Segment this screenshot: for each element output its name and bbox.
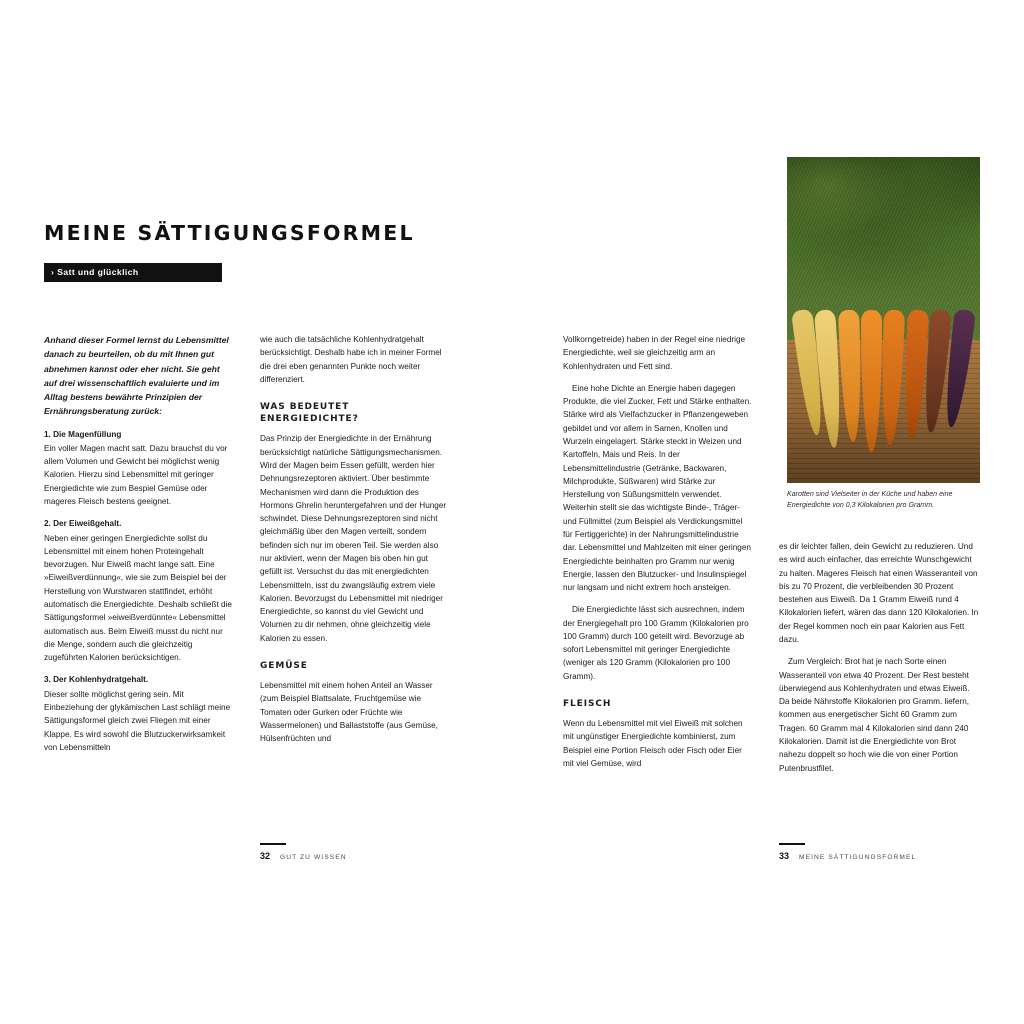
subheading-eiweissgehalt: 2. Der Eiweißgehalt. <box>44 519 122 529</box>
subtitle-label: Satt und glücklich <box>57 266 139 277</box>
folio-rule <box>260 843 286 845</box>
subheading-kohlenhydratgehalt: 3. Der Kohlenhydratgehalt. <box>44 675 149 685</box>
folio-left <box>260 843 347 861</box>
page-title: MEINE SÄTTIGUNGSFORMEL <box>44 221 415 245</box>
paragraph: Wenn du Lebensmittel mit viel Eiweiß mit solchen mit ungünstiger Energiedichte kombinierst, zum Beispiel eine Portion Fleisch oder Fisch oder Eier mit viel Gemüse, wird <box>563 719 743 769</box>
page-number: 33 <box>779 851 790 861</box>
lead-paragraph: Anhand dieser Formel lernst du Lebensmittel danach zu beurteilen, ob du mit Ihnen gut abnehmen kannst oder eher nicht. Sie geht auf drei wissenschaftlich evaluierte und im Alltag bestens bewährte Prinzipien der Ernährungsberatung zurück: <box>44 335 229 417</box>
paragraph: Vollkorngetreide) haben in der Regel eine niedrige Energiedichte, weil sie gleichzeitig arm an Kohlenhydraten und Fett sind. <box>563 335 746 371</box>
text-column-1 <box>44 333 234 763</box>
figure-caption: Karotten sind Vielseiter in der Küche und haben eine Energiedichte von 0,3 Kilokalorien pro Gramm. <box>787 490 953 509</box>
text-column-3 <box>563 333 753 779</box>
paragraph: Die Energiedichte lässt sich ausrechnen, indem der Energiegehalt pro 100 Gramm (Kilokalorien pro 100 Gramm) durch 100 geteilt wird. Bevorzuge ab sofort Lebensmittel mit geringer Energiedichte (weniger als 120 Gramm (Kilokalorien pro 100 Gramm). <box>563 605 749 681</box>
text-column-2 <box>260 333 450 754</box>
section-heading-energiedichte: WAS BEDEUTET ENERGIEDICHTE? <box>260 402 359 425</box>
paragraph: Zum Vergleich: Brot hat je nach Sorte einen Wasseranteil von etwa 40 Prozent. Der Rest besteht überwiegend aus Kohlenhydraten und etwas Eiweiß. Da beide Nährstoffe Kilokalorien pro Gramm. liefern, kommen aus energetischer Sicht 60 Gramm zum Tragen. 60 Gramm mal 4 Kilokalorien sind dann 240 Kilokalorien. Damit ist die Energiedichte von Brot nahezu doppelt so hoch wie die von einer Portion Putenbrustfilet. <box>779 657 970 773</box>
paragraph: Ein voller Magen macht satt. Dazu brauchst du vor allem Volumen und Gewicht bei möglichst wenig Kalorien. Hierzu sind Lebensmittel mit geringer Energiedichte wie zum Bespiel Gemüse oder mageres Fleisch bestens geeignet. <box>44 443 228 506</box>
folio-right <box>779 843 916 861</box>
subtitle-badge <box>44 263 222 282</box>
section-heading-fleisch: FLEISCH <box>563 699 612 710</box>
running-head: MEINE SÄTTIGUNGSFORMEL <box>799 854 917 861</box>
paragraph: Eine hohe Dichte an Energie haben dagegen Produkte, die viel Zucker, Fett und Stärke enthalten. Stärke wird als Vielfachzucker in Pflanzengeweben gebildet und vor allem in Samen, Knollen und Wurzeln eingelagert. Stärke steckt in Weizen und Kartoffeln, Mais und Reis. In der Lebensmittelindustrie (Getränke, Backwaren, Milchprodukte, Süßwaren) wird Stärke zur Herstellung von Süßungsmitteln verwendet. Weiterhin stellt sie das wichtigste Binde-, Träger- und Füllmittel (zum Beispiel als Verdickungsmittel für Fertiggerichte) in der Nahrungsmittelindustrie dar. Lebensmittel und Mahlzeiten mit einer geringen Energiedichte beinhalten pro Gramm nur wenig Energie, lassen den Blutzucker- und Insulinspiegel nur langsam und nicht extrem hoch ansteigen. <box>563 383 752 593</box>
paragraph: Neben einer geringen Energiedichte sollst du Lebensmittel mit einem hohen Proteingehalt bevorzugen. Nur Eiweiß macht lange satt. Eine »Eiweißverdünnung«, wie sie zum Beispiel bei der Herstellung von Wurstwaren stattfindet, erhöht automatisch die Energiedichte. Deshalb schließt die Sättigungsformel »eiweißverdünnte« Lebensmittel automatisch aus. Beim Eiweiß musst du nicht nur die Menge, sondern auch die gleichzeitig zugeführten Kalorien berücksichtigen. <box>44 533 232 663</box>
running-head: GUT ZU WISSEN <box>280 854 347 861</box>
subheading-magenfuellung: 1. Die Magenfüllung <box>44 429 122 439</box>
page-number: 32 <box>260 851 271 861</box>
text-column-4 <box>779 540 979 784</box>
paragraph: Lebensmittel mit einem hohen Anteil an Wasser (zum Beispiel Blattsalate, Fruchtgemüse wie Tomaten oder Gurken oder Früchte wie Wassermelonen) und Ballaststoffe (aus Gemüse, Hülsenfrüchten und <box>260 681 438 744</box>
paragraph: wie auch die tatsächliche Kohlenhydratgehalt berücksichtigt. Deshalb habe ich in meiner Formel die drei eben genannten Punkte noch weiter differenziert. <box>260 335 442 384</box>
photo-vignette <box>787 157 980 483</box>
carrots-on-wooden-board-photo <box>787 157 980 483</box>
chevron-right-icon: › <box>51 266 55 277</box>
paragraph: es dir leichter fallen, dein Gewicht zu reduzieren. Und es wird auch einfacher, das erreichte Wunschgewicht zu halten. Mageres Fleisch hat einen Wasseranteil von bis zu 70 Prozent, die verbleibenden 30 Prozent bestehen aus Eiweiß. Da 1 Gramm Eiweiß rund 4 Kilokalorien liefert, wären das dann 120 Kilokalorien. In der Regel kommen noch ein paar Kalorien aus Fett dazu. <box>779 542 979 644</box>
figure-image <box>787 157 980 483</box>
paragraph: Dieser sollte möglichst gering sein. Mit Einbeziehung der glykämischen Last schlägt meine Sättigungsformel gleich zwei Fliegen mit einer Klappe. Es wird sowohl die Blutzuckerwirksamkeit von Lebensmitteln <box>44 689 231 752</box>
folio-rule <box>779 843 805 845</box>
paragraph: Das Prinzip der Energiedichte in der Ernährung berücksichtigt natürliche Sättigungsmechanismen. Wird der Magen beim Essen gefüllt, werden hier Dehnungsrezeptoren aktiviert. Über bestimmte Mechanismen wird dann die Produktion des Hormons Ghrelin heruntergefahren und der Hunger schwindet. Diese Dehnungsrezeptoren sind nicht gleichmäßig über den Magen verteilt, sondern befinden sich nur im oberen Teil. Sie werden also nur aktiviert, wenn der Magen bis oben hin gut gefüllt ist. Versuchst du das mit energiedichten Lebensmitteln, isst du zwangsläufig extrem viele Kalorien. Bevorzugst du Lebensmittel mit niedriger Energiedichte, so kannst du viel Gewicht und Volumen zu dir nehmen, ohne gleichzeitig viele Kalorien zu essen. <box>260 434 447 643</box>
section-heading-gemuese: GEMÜSE <box>260 660 308 671</box>
title-block <box>44 222 464 282</box>
